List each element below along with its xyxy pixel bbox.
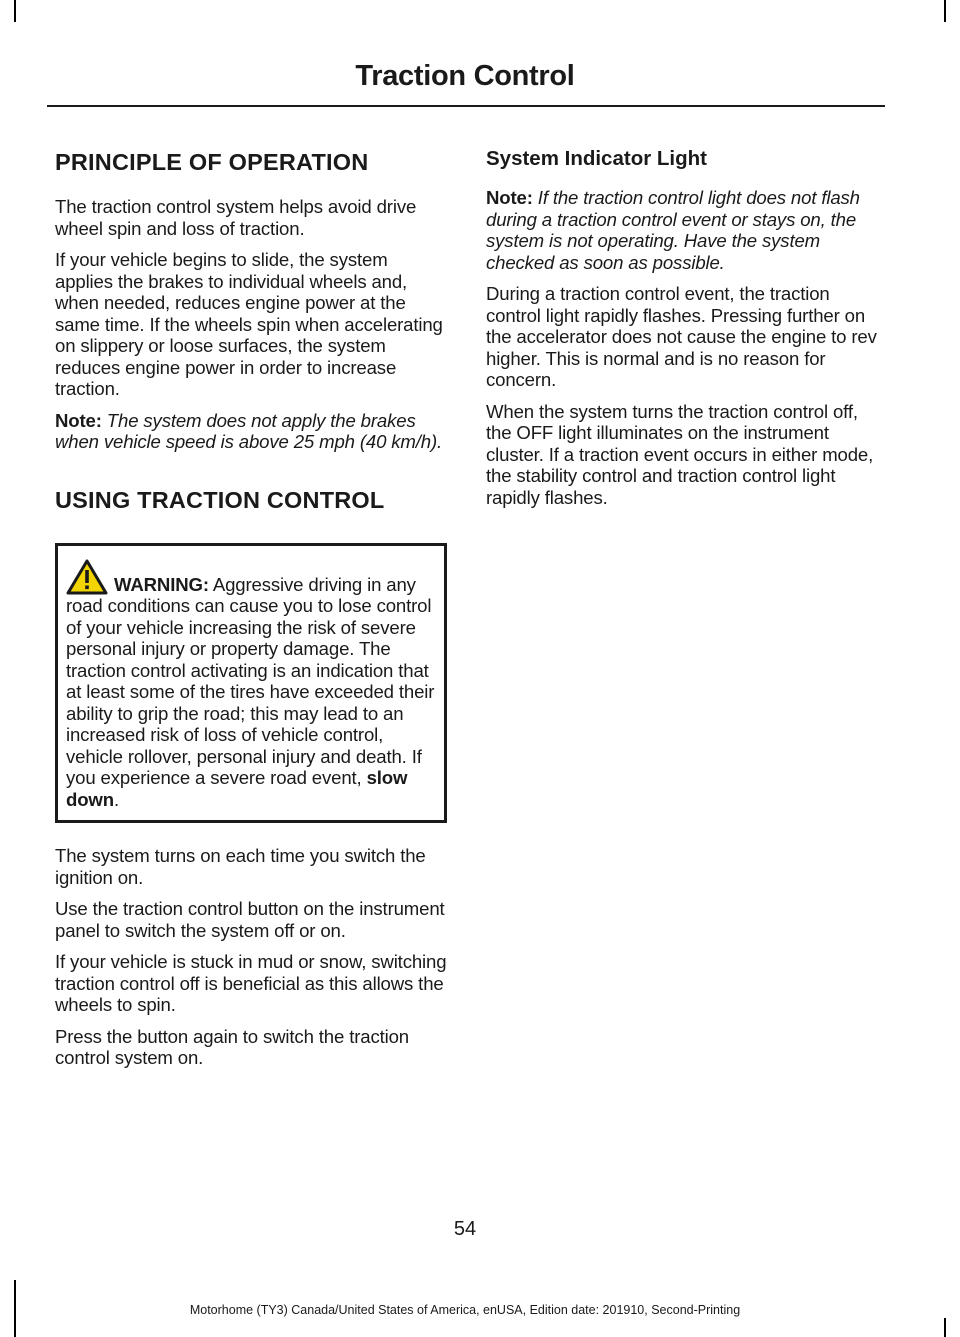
using-heading: USING TRACTION CONTROL <box>55 486 385 513</box>
note-label: Note: <box>486 187 533 208</box>
indicator-note <box>486 187 880 273</box>
crop-mark-bottom-right <box>944 1318 946 1337</box>
indicator-heading: System Indicator Light <box>486 147 707 170</box>
note-label: Note: <box>55 409 102 431</box>
principle-paragraph-1: The traction control system helps avoid drive wheel spin and loss of traction. <box>55 196 417 239</box>
page-title: Traction Control <box>355 60 575 92</box>
using-paragraph-4: Press the button again to switch the traction control system on. <box>55 1025 409 1068</box>
indicator-paragraph-1: During a traction control event, the traction control light rapidly flashes. Pressing further on the accelerator does not cause the engine to rev higher. This is normal and is no reason for concern. <box>486 283 877 390</box>
warning-box <box>55 543 447 824</box>
principle-paragraph-2: If your vehicle begins to slide, the system applies the brakes to individual wheels and, when needed, reduces engine power at the same time. If the wheels spin when accelerating on slippery or loose surfaces, the system reduces engine power in order to increase traction. <box>55 249 443 399</box>
footer-edition-info: Motorhome (TY3) Canada/United States of America, enUSA, Edition date: 201910, Second-Printing <box>189 1303 741 1317</box>
note-text: The system does not apply the brakes when vehicle speed is above 25 mph (40 km/h). <box>55 409 443 452</box>
warning-text: Aggressive driving in any road conditions can cause you to lose control of your vehicle increasing the risk of severe personal injury or property damage. The traction control activating is an indication that at least some of the tires have exceeded their ability to grip the road; this may lead to an increased risk of loss of vehicle control, vehicle rollover, personal injury and death. If you experience a severe road event, <box>66 573 435 788</box>
warning-end: . <box>113 788 119 810</box>
warning-label: WARNING: <box>114 573 209 595</box>
crop-mark-top-right <box>944 0 946 22</box>
using-paragraph-1: The system turns on each time you switch the ignition on. <box>55 845 426 888</box>
principle-note <box>55 410 447 453</box>
warning-paragraph <box>66 559 436 811</box>
warning-triangle-icon <box>66 559 108 595</box>
indicator-paragraph-2: When the system turns the traction control off, the OFF light illuminates on the instrument cluster. If a traction event occurs in either mode, the stability control and traction control light rapidly flashes. <box>486 400 874 508</box>
warning-emphasis: slow down <box>66 767 408 810</box>
header-divider <box>47 105 885 107</box>
page-number: 54 <box>453 1218 477 1240</box>
left-column <box>55 145 447 1079</box>
using-paragraph-2: Use the traction control button on the instrument panel to switch the system off or on. <box>55 898 445 941</box>
using-paragraph-3: If your vehicle is stuck in mud or snow, switching traction control off is beneficial as this allows the wheels to spin. <box>55 951 447 1015</box>
crop-mark-top-left <box>14 0 16 22</box>
right-column <box>486 145 880 518</box>
principle-heading: PRINCIPLE OF OPERATION <box>55 149 369 175</box>
note-text: If the traction control light does not flash during a traction control event or stays on, the system is not operating. Have the system checked as soon as possible. <box>486 187 860 273</box>
